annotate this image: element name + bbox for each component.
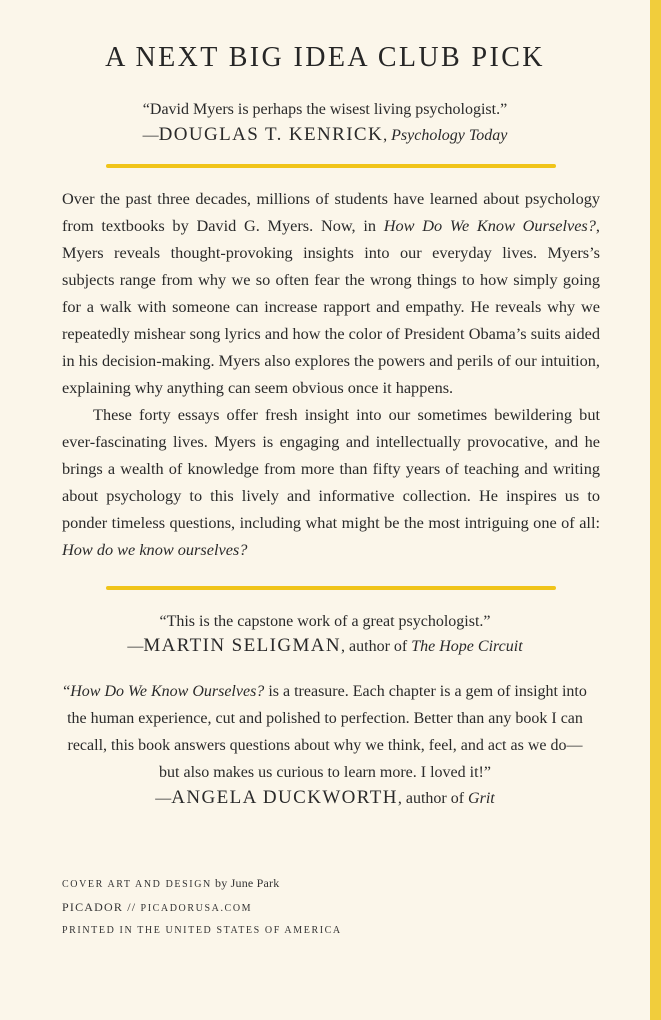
attribution-dash: — — [127, 638, 144, 655]
blurb-duckworth-attribution — [60, 786, 590, 811]
cover-credit-label: COVER ART AND DESIGN — [62, 879, 212, 890]
blurb-kenrick — [0, 98, 650, 148]
cover-credit-name: by June Park — [211, 876, 280, 890]
description-text: These forty essays offer fresh insight into our sometimes bewildering but ever-fascinating lives. Myers is engaging and intellectually provocative, and he brings a wealth of knowledge from more than fifty years of teaching and writing about psychology to this lively and informative collection. He inspires us to ponder timeless questions, including what might be the most intriguing one of all: — [62, 405, 600, 532]
publisher-line — [62, 896, 342, 920]
blurb-kenrick-attribution — [0, 123, 650, 148]
description-text: Over the past three decades, millions of students have learned about psychology from textbooks by David G. Myers. Now, in — [62, 189, 600, 235]
publisher-separator: // — [123, 900, 141, 914]
attribution-book: Grit — [468, 790, 495, 807]
attribution-dash: — — [142, 127, 159, 144]
description-paragraph-1 — [62, 185, 600, 401]
attribution-book: The Hope Circuit — [411, 638, 523, 655]
attribution-author: DOUGLAS T. KENRICK — [158, 124, 384, 145]
yellow-spine-stripe — [650, 0, 661, 1020]
publisher-name: PICADOR — [62, 900, 124, 914]
blurb-duckworth — [60, 678, 590, 811]
attribution-separator: , author of — [397, 790, 469, 807]
open-quote: “ — [63, 683, 71, 700]
quote-body: is a treasure. Each chapter is a gem of insight into the human experience, cut and polished to perfection. Better than any book I can recall, this book answers questions about why we think, feel, and act as we do—but also makes us curious to learn more. I loved it!” — [67, 683, 587, 781]
printed-in-line: PRINTED IN THE UNITED STATES OF AMERICA — [62, 925, 342, 936]
yellow-divider-bottom — [106, 586, 556, 590]
closing-question: How do we know ourselves? — [62, 540, 248, 559]
description-paragraph-2 — [62, 401, 600, 563]
publisher-credits — [62, 872, 342, 942]
blurb-seligman — [0, 610, 650, 659]
book-description — [62, 185, 600, 563]
blurb-seligman-attribution — [0, 634, 650, 659]
attribution-separator: , — [383, 127, 392, 144]
blurb-duckworth-text — [60, 678, 590, 786]
book-title: How Do We Know Ourselves? — [383, 216, 596, 235]
attribution-source: Psychology Today — [391, 127, 508, 144]
publisher-website: PICADORUSA.COM — [140, 903, 253, 914]
yellow-divider-top — [106, 164, 556, 168]
description-text: , Myers reveals thought-provoking insights into our everyday lives. Myers’s subjects range from why we so often fear the wrong things to how simply going for a walk with someone can increase rapport and empathy. He reveals why we repeatedly mishear song lyrics and how the color of President Obama’s suits aided in his decision-making. Myers also explores the powers and perils of our intuition, explaining why anything can seem obvious once it happens. — [62, 216, 600, 397]
attribution-separator: , author of — [341, 638, 412, 655]
blurb-seligman-text: “This is the capstone work of a great psychologist.” — [159, 613, 491, 630]
attribution-author: ANGELA DUCKWORTH — [171, 787, 398, 808]
blurb-kenrick-text: “David Myers is perhaps the wisest living psychologist.” — [142, 101, 508, 118]
book-title: How Do We Know Ourselves? — [70, 683, 265, 700]
cover-credit — [62, 872, 342, 896]
attribution-author: MARTIN SELIGMAN — [143, 635, 342, 656]
headline: A NEXT BIG IDEA CLUB PICK — [105, 42, 545, 73]
attribution-dash: — — [155, 790, 172, 807]
